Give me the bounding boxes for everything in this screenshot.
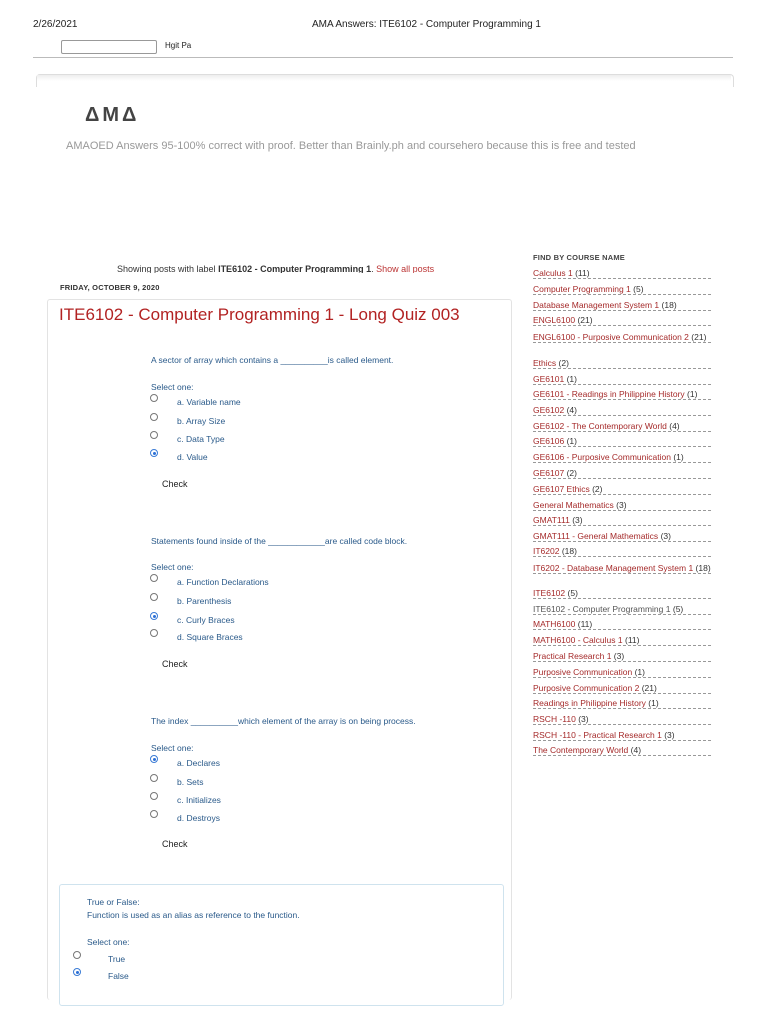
print-page-title: AMA Answers: ITE6102 - Computer Programming 1	[312, 19, 541, 30]
question-1-option-a-radio[interactable]	[150, 394, 158, 402]
category-link[interactable]: Database Management System 1 (18)	[533, 300, 711, 311]
category-link[interactable]: Practical Research 1 (3)	[533, 651, 711, 662]
question-3-check-button[interactable]: Check	[162, 839, 188, 849]
category-link[interactable]: ITE6102 - Computer Programming 1 (5)	[533, 604, 711, 615]
false-option[interactable]: False	[108, 971, 129, 981]
question-2-check-button[interactable]: Check	[162, 659, 188, 669]
category-link[interactable]: MATH6100 - Calculus 1 (11)	[533, 635, 711, 646]
question-3-select-label: Select one:	[151, 743, 194, 753]
question-1-check-button[interactable]: Check	[162, 479, 188, 489]
true-false-question: Function is used as an alias as reference to the function.	[87, 910, 300, 920]
question-2-text: Statements found inside of the ____________are called code block.	[151, 536, 408, 546]
category-link[interactable]: ITE6102 (5)	[533, 588, 711, 599]
post-date: FRIDAY, OCTOBER 9, 2020	[60, 283, 160, 292]
print-date: 2/26/2021	[33, 19, 78, 30]
category-link[interactable]: The Contemporary World (4)	[533, 745, 711, 756]
true-false-select-label: Select one:	[87, 937, 130, 947]
category-link[interactable]: Ethics (2)	[533, 358, 711, 369]
category-link[interactable]: IT6202 (18)	[533, 546, 711, 557]
navbar-divider	[33, 57, 733, 58]
question-1-option-a[interactable]: a. Variable name	[177, 397, 241, 407]
category-link[interactable]: IT6202 - Database Management System 1 (18)	[533, 563, 711, 573]
category-link[interactable]: ENGL6100 (21)	[533, 315, 711, 326]
question-2-option-c-radio[interactable]	[150, 612, 158, 620]
category-link[interactable]: Readings in Philippine History (1)	[533, 698, 711, 709]
label-notice	[117, 264, 434, 273]
question-3-option-d-radio[interactable]	[150, 810, 158, 818]
true-option[interactable]: True	[108, 954, 126, 964]
category-link[interactable]: General Mathematics (3)	[533, 500, 711, 511]
category-link[interactable]: GE6106 - Purposive Communication (1)	[533, 452, 711, 463]
label-notice-prefix: Showing posts with label	[117, 264, 219, 273]
label-notice-suffix: .	[371, 264, 377, 273]
category-link[interactable]: Computer Programming 1 (5)	[533, 284, 711, 295]
question-3-option-a[interactable]: a. Declares	[177, 758, 220, 768]
category-link[interactable]: GE6106 (1)	[533, 436, 711, 447]
blog-logo[interactable]: ΔΜΔ	[85, 104, 140, 126]
question-3-text: The index __________which element of the array is on being process.	[151, 716, 416, 726]
question-1-select-label: Select one:	[151, 382, 194, 392]
question-2-option-d[interactable]: d. Square Braces	[177, 632, 243, 642]
question-1-option-b[interactable]: b. Array Size	[177, 416, 226, 426]
question-3-option-c-radio[interactable]	[150, 792, 158, 800]
category-link[interactable]: GMAT111 - General Mathematics (3)	[533, 531, 711, 542]
category-link[interactable]: ENGL6100 - Purposive Communication 2 (21)	[533, 332, 711, 343]
question-1-option-d[interactable]: d. Value	[177, 452, 208, 462]
question-1-option-d-radio[interactable]	[150, 449, 158, 457]
question-3-option-a-radio[interactable]	[150, 755, 158, 763]
question-1-option-c[interactable]: c. Data Type	[177, 434, 225, 444]
category-link[interactable]: MATH6100 (11)	[533, 619, 711, 630]
category-link[interactable]: GE6102 (4)	[533, 405, 711, 416]
category-link[interactable]: RSCH -110 - Practical Research 1 (3)	[533, 730, 711, 741]
question-2-option-a-radio[interactable]	[150, 574, 158, 582]
question-3-option-b[interactable]: b. Sets	[177, 777, 204, 787]
post-title[interactable]: ITE6102 - Computer Programming 1 - Long Quiz 003	[59, 305, 460, 324]
show-all-posts-link[interactable]: Show all posts	[376, 264, 435, 273]
question-1-option-c-radio[interactable]	[150, 431, 158, 439]
question-2-select-label: Select one:	[151, 562, 194, 572]
question-3-option-b-radio[interactable]	[150, 774, 158, 782]
blog-tagline: AMAOED Answers 95-100% correct with proof. Better than Brainly.ph and coursehero because this is free and tested	[66, 140, 636, 152]
category-link[interactable]: Calculus 1 (11)	[533, 268, 711, 279]
question-2-option-c[interactable]: c. Curly Braces	[177, 615, 235, 625]
question-2-option-b-radio[interactable]	[150, 593, 158, 601]
category-link[interactable]: GE6101 (1)	[533, 374, 711, 385]
true-false-heading: True or False:	[87, 897, 140, 907]
sidebar-heading: FIND BY COURSE NAME	[533, 253, 626, 262]
true-option-radio[interactable]	[73, 951, 81, 959]
search-label[interactable]: Hgit Pa	[165, 41, 192, 50]
question-3-option-c[interactable]: c. Initializes	[177, 795, 221, 805]
category-link[interactable]: Purposive Communication (1)	[533, 667, 711, 678]
question-2-option-b[interactable]: b. Parenthesis	[177, 596, 232, 606]
question-1-option-b-radio[interactable]	[150, 413, 158, 421]
question-2-option-a[interactable]: a. Function Declarations	[177, 577, 269, 587]
question-1-text: A sector of array which contains a __________is called element.	[151, 355, 394, 365]
category-link[interactable]: GE6101 - Readings in Philippine History (1)	[533, 389, 711, 400]
category-link[interactable]: GE6102 - The Contemporary World (4)	[533, 421, 711, 432]
question-2-option-d-radio[interactable]	[150, 629, 158, 637]
category-link[interactable]: Purposive Communication 2 (21)	[533, 683, 711, 694]
category-link[interactable]: GE6107 (2)	[533, 468, 711, 479]
search-input[interactable]	[61, 40, 157, 54]
label-notice-label: ITE6102 - Computer Programming 1	[218, 264, 372, 273]
category-link[interactable]: GE6107 Ethics (2)	[533, 484, 711, 495]
header-frame-shadow	[37, 75, 731, 81]
false-option-radio[interactable]	[73, 968, 81, 976]
question-3-option-d[interactable]: d. Destroys	[177, 813, 220, 823]
category-link[interactable]: RSCH -110 (3)	[533, 714, 711, 725]
category-link[interactable]: GMAT111 (3)	[533, 515, 711, 526]
